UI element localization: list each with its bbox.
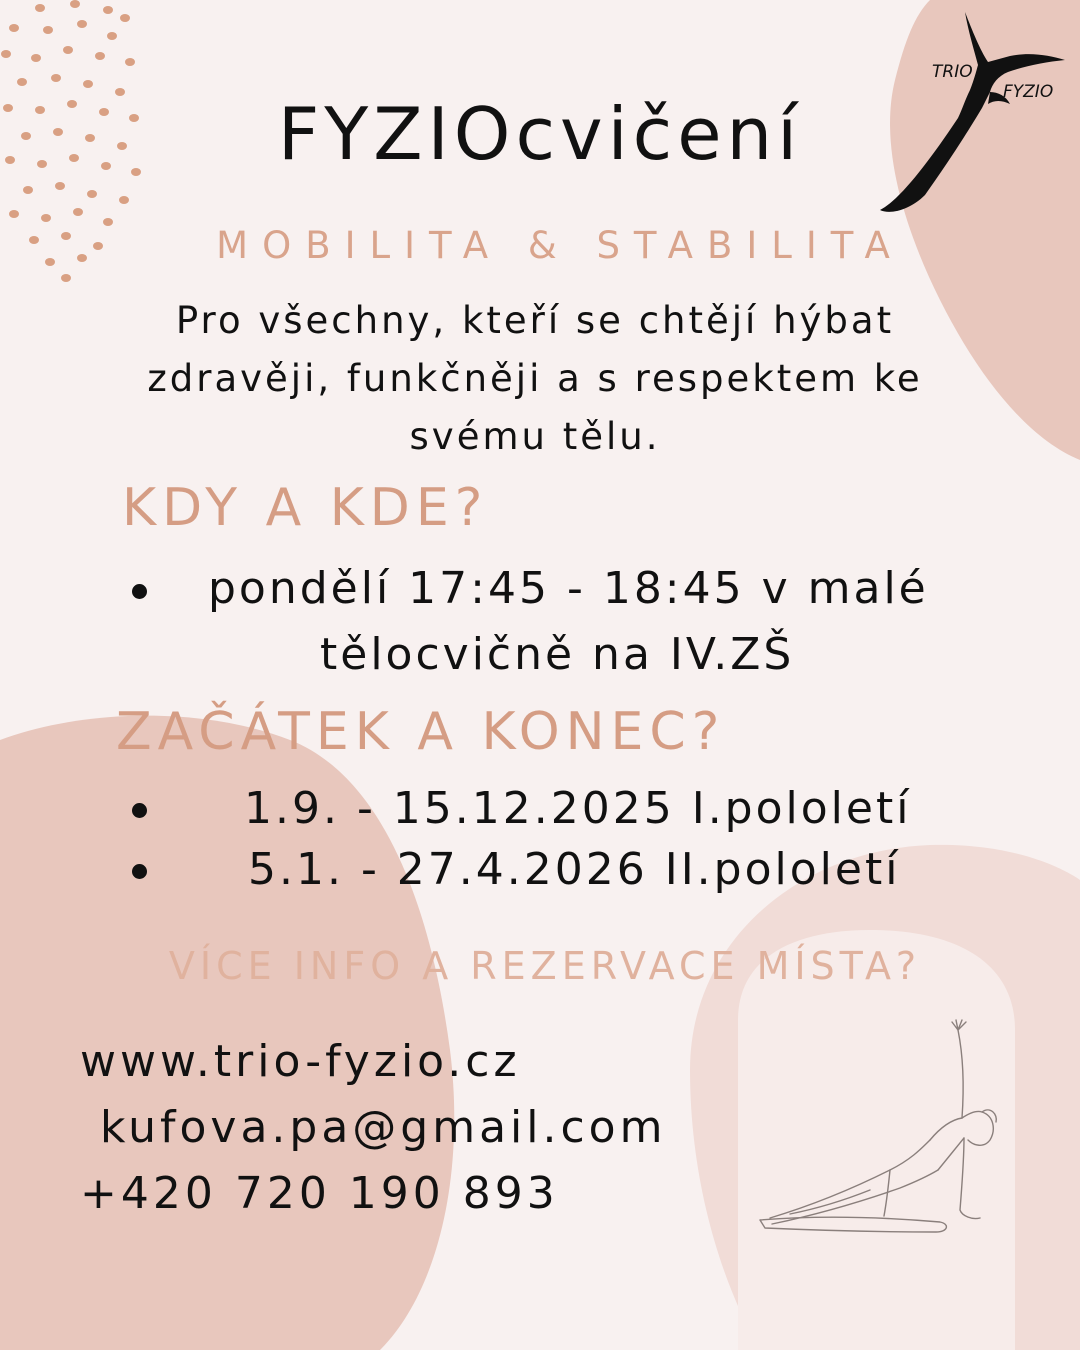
decor-dot (43, 26, 53, 34)
bullet-icon (132, 803, 147, 818)
decor-dot (23, 186, 33, 194)
decor-dot (51, 74, 61, 82)
decor-dot (125, 58, 135, 66)
decor-dot (73, 208, 83, 216)
page-title: FYZIOcvičení (277, 92, 803, 176)
logo-word-trio: TRIO (932, 62, 973, 82)
phone-number[interactable]: +420 720 190 893 (80, 1168, 559, 1219)
decor-dot (119, 196, 129, 204)
term-item-1: 1.9. - 15.12.2025 I.pololetí (244, 783, 912, 834)
decor-dot (41, 214, 51, 222)
decor-dot (35, 4, 45, 12)
decor-dot (70, 0, 80, 8)
decor-dot (9, 24, 19, 32)
schedule-line-2: tělocvičně na IV.ZŠ (320, 629, 795, 680)
logo-word-fyzio: FYZIO (1003, 82, 1054, 102)
decor-dot (55, 182, 65, 190)
term-item-2: 5.1. - 27.4.2026 II.pololetí (248, 844, 901, 895)
decor-dot (107, 32, 117, 40)
decor-dot (83, 80, 93, 88)
heading-start-end: ZAČÁTEK A KONEC? (116, 702, 726, 762)
decor-dot (63, 46, 73, 54)
bullet-icon (132, 864, 147, 879)
decor-dot (77, 20, 87, 28)
subtitle: MOBILITA & STABILITA (216, 224, 904, 267)
decor-dot (17, 78, 27, 86)
yoga-side-plank-icon (750, 1010, 1020, 1250)
schedule-line-1: pondělí 17:45 - 18:45 v malé (208, 563, 929, 614)
decor-dot (61, 274, 71, 282)
decor-dot (95, 52, 105, 60)
email-link[interactable]: kufova.pa@gmail.com (100, 1102, 667, 1153)
decor-dot (9, 210, 19, 218)
heading-when-where: KDY A KDE? (122, 478, 489, 538)
decor-dot (120, 14, 130, 22)
bullet-icon (132, 584, 147, 599)
contact-heading: VÍCE INFO A REZERVACE MÍSTA? (168, 944, 922, 988)
decor-dot (1, 50, 11, 58)
decor-dot (87, 190, 97, 198)
website-link[interactable]: www.trio-fyzio.cz (80, 1036, 521, 1087)
decor-dot (103, 6, 113, 14)
intro-text: Pro všechny, kteří se chtějí hýbat zdravěji, funkčněji a s respektem ke svému tělu. (147, 299, 923, 458)
decor-dot (31, 54, 41, 62)
